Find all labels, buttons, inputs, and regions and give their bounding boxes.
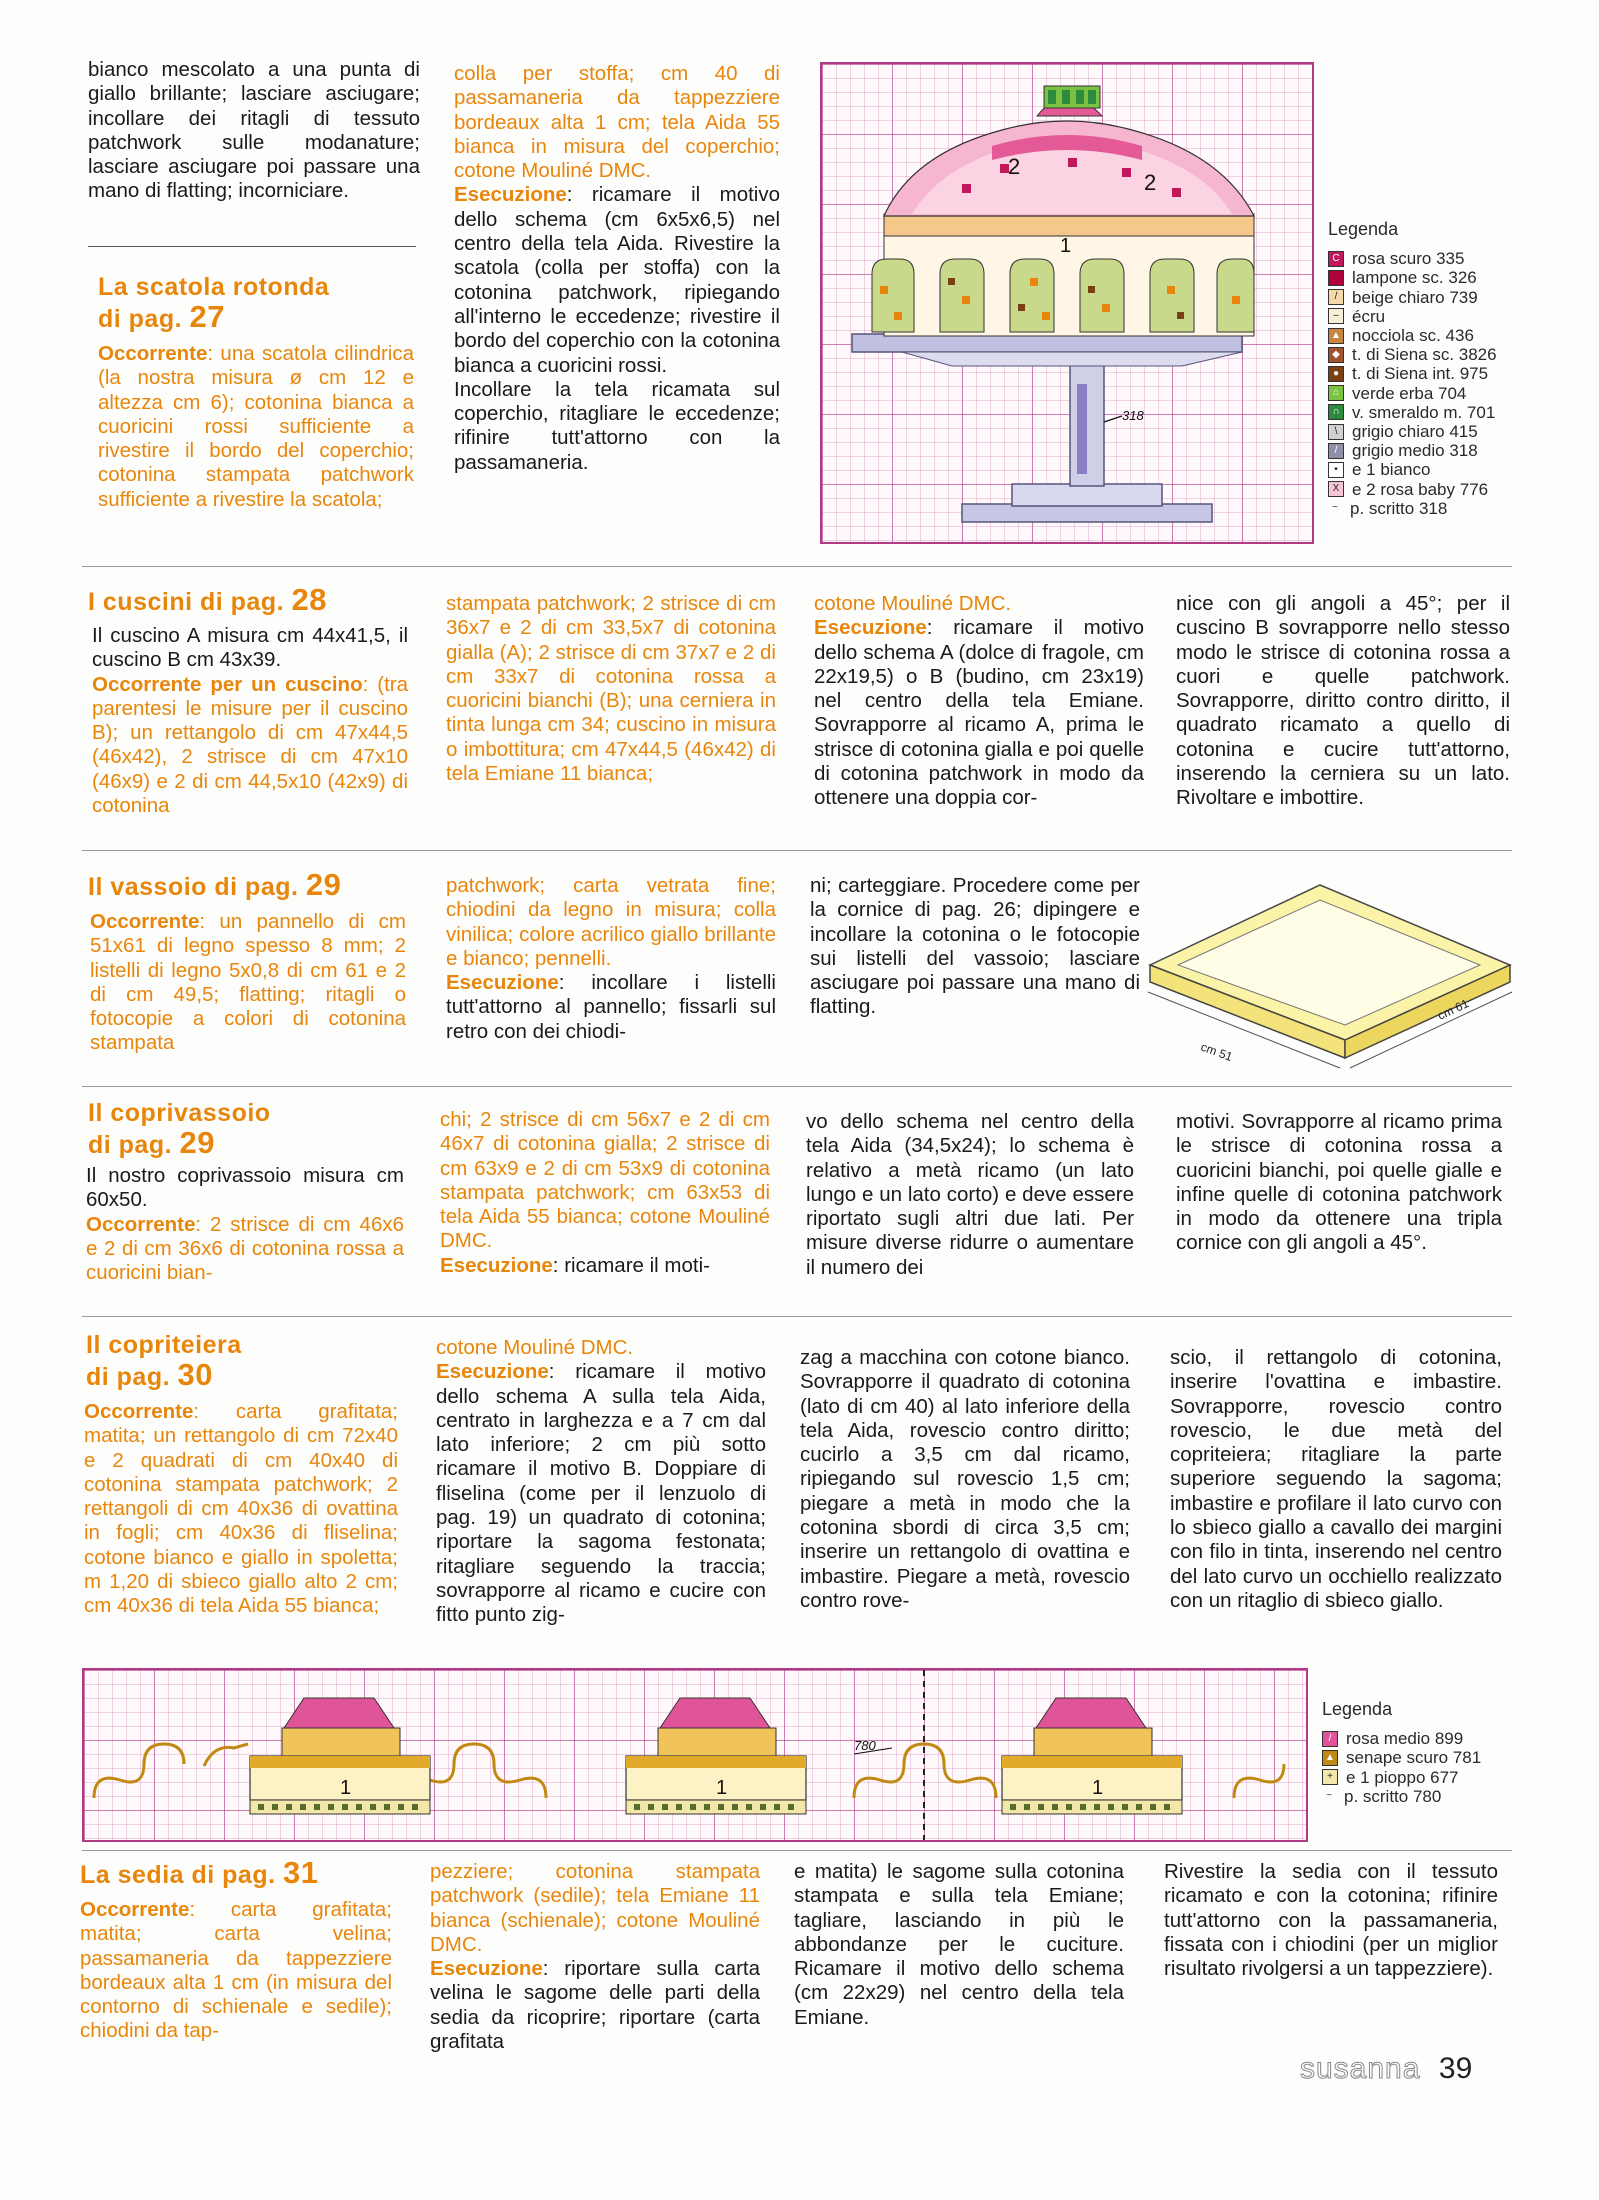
text-column <box>430 1860 760 2054</box>
text-column <box>90 910 406 1056</box>
legend-item <box>1322 1768 1562 1787</box>
text-column <box>1170 1346 1502 1613</box>
paragraph: : ricamare il motivo dello schema A sulla tela Aida, centrato in larghezza e a 7 cm dal lato inferiore; 2 cm più sotto ricamare il motivo B. Doppiare di fliselina (come per il lenzuolo di pag. 19) un quadrato di cotonina; riportare la sagoma festonata; ritagliare seguendo la traccia; sovrapporre al ricamo e cucire con fitto punto zig- <box>436 1360 766 1627</box>
text-column <box>446 592 776 786</box>
legend-item <box>1328 403 1578 422</box>
legend-item <box>1328 364 1578 383</box>
text-column <box>806 1110 1134 1280</box>
color-swatch-icon: ∩ <box>1328 404 1344 420</box>
text-column <box>814 592 1144 811</box>
paragraph: e matita) le sagome sulla cotonina stampata e sulla tela Emiane; tagliare, lasciando in più le abbondanze per le cuciture. Ricamare il motivo dello schema (cm 22x29) nel centro della tela Emiane. <box>794 1860 1124 2029</box>
label: Esecuzione <box>440 1253 553 1277</box>
section-heading <box>86 1330 416 1392</box>
paragraph: : riportare sulla carta velina le sagome delle parti della sedia da ricoprire; riportare (carta grafitata <box>430 1957 760 2054</box>
legend-label: t. di Siena int. 975 <box>1352 364 1489 384</box>
section-divider <box>82 850 1512 851</box>
color-swatch-icon: / <box>1322 1731 1338 1747</box>
page-number: 29 <box>305 867 342 902</box>
paragraph: colla per stoffa; cm 40 di passamaneria da tappezziere bordeaux alta 1 cm; tela Aida 55 bianca in misura del coperchio; cotone Mouliné DMC. <box>454 62 780 183</box>
label: Occorrente <box>86 1212 196 1236</box>
legend-label: verde erba 704 <box>1352 383 1467 403</box>
label: Esecuzione <box>814 616 927 640</box>
legend-label: grigio medio 318 <box>1352 441 1478 461</box>
paragraph: vo dello schema nel centro della tela Aida (34,5x24); lo schema è relativo a metà ricamo (un lato lungo e un lato corto) e deve essere riportato sugli altri due lati. Per misure diverse ridurre o aumentare il numero dei <box>806 1110 1134 1279</box>
color-swatch-icon: C <box>1328 251 1344 267</box>
heading-text: di pag. <box>86 1363 171 1391</box>
legend-label: e 2 rosa baby 776 <box>1352 479 1489 499</box>
paragraph: : ricamare il moti- <box>552 1253 710 1277</box>
paragraph: motivi. Sovrapporre al ricamo prima le strisce di cotonina rossa a cuoricini bianchi, poi quelle gialle e infine quelle di cotonina patchwork in modo da ottenere una tripla cornice con gli angoli a 45°. <box>1176 1110 1502 1255</box>
tray-illustration <box>1140 870 1520 1080</box>
section-divider <box>82 1850 1512 1851</box>
section-heading <box>98 272 418 334</box>
divider <box>88 246 416 247</box>
chart-label: 1 <box>716 1777 728 1799</box>
chart-label: 1 <box>340 1777 352 1799</box>
heading-text: I cuscini di pag. <box>88 588 285 616</box>
chart-label: 2 <box>1008 154 1021 179</box>
paragraph: scio, il rettangolo di cotonina, inserire l'ovattina e imbastire. Sovrapporre, rovescio contro rovescio, le due metà del copriteiera; ritagliare la parte superiore seguendo la sagoma; imbastire e profilare il lato curvo con lo sbieco giallo a cavallo dei margini con filo in tinta, inserendo nel centro del lato curvo un occhiello realizzato con un ritaglio di sbieco giallo. <box>1170 1346 1502 1612</box>
legend-label: senape scuro 781 <box>1346 1748 1482 1768</box>
legend-label: e 1 pioppo 677 <box>1346 1767 1459 1787</box>
legend-label: lampone sc. 326 <box>1352 268 1477 288</box>
paragraph: nice con gli angoli a 45°; per il cuscino B sovrapporre nello stesso modo le strisce di cotonina rossa a cuori e quelle patchwork. Sovrapporre, diritto contro diritto, il quadrato ricamato a quello di cotonina e cucire tutt'attorno, inserendo la cerniera su un lato. Rivoltare e imbottire. <box>1176 592 1510 810</box>
legend-item <box>1328 441 1578 460</box>
text-column <box>446 874 776 1044</box>
text-column <box>84 1400 398 1619</box>
page-number: 39 <box>1438 2052 1473 2085</box>
page-number: 29 <box>179 1125 215 1160</box>
legend-title: Legenda <box>1322 1699 1393 1719</box>
color-swatch-icon: / <box>1328 443 1344 459</box>
text-column <box>88 58 420 204</box>
legend-label: beige chiaro 739 <box>1352 287 1478 307</box>
paragraph: bianco mescolato a una punta di giallo brillante; lasciare asciugare; incollare dei ritagli di tessuto patchwork sulle modanature; lasciare asciugare poi passare una mano di flatting; incorniciare. <box>88 58 420 203</box>
legend-item <box>1322 1787 1562 1806</box>
color-swatch-icon: – <box>1328 308 1344 324</box>
page-number: 28 <box>291 582 327 617</box>
paragraph: pezziere; cotonina stampata patchwork (sedile); tela Emiane 11 bianca (schienale); cotone Mouliné DMC. <box>430 1860 760 1956</box>
color-swatch-icon: ~ <box>1326 1790 1332 1802</box>
label: Esecuzione <box>430 1957 543 1981</box>
text-column <box>810 874 1140 1020</box>
legend-item <box>1328 422 1578 441</box>
label: Occorrente <box>98 342 208 365</box>
text-column <box>436 1336 766 1628</box>
paragraph: Rivestire la sedia con il tessuto ricamato e con la cotonina; rifinire tutt'attorno con la passamaneria, fissata con i chiodini (per un miglior risultato rivolgersi a un tappezziere). <box>1164 1860 1498 1981</box>
paragraph: : ricamare il motivo dello schema (cm 6x5x6,5) nel centro della tela Aida. Rivestire la scatola (colla per stoffa) con la cotonina patchwork, ripiegando all'interno le eccedenze; rivestire il bordo del coperchio con la cotonina bianca a cuoricini rossi. <box>454 183 780 377</box>
text-column <box>86 1164 404 1285</box>
text-column <box>92 624 408 818</box>
text-column <box>1176 1110 1502 1256</box>
label: Occorrente per un cuscino <box>92 672 363 696</box>
legend-title: Legenda <box>1328 219 1399 239</box>
page-number: 30 <box>177 1357 213 1392</box>
legend <box>1322 1700 1562 1806</box>
text-column <box>98 342 414 512</box>
color-swatch-icon: / <box>1328 289 1344 305</box>
page-number: 31 <box>283 1855 319 1890</box>
legend-label: p. scritto 780 <box>1344 1786 1442 1806</box>
paragraph: patchwork; carta vetrata fine; chiodini da legno in misura; colla vinilica; colore acrilico giallo brillante e bianco; pennelli. <box>446 874 776 970</box>
legend-label: rosa medio 899 <box>1346 1729 1464 1749</box>
color-swatch-icon: ● <box>1328 366 1344 382</box>
dimension-label: cm 61 <box>1435 996 1471 1023</box>
text-column <box>440 1108 770 1278</box>
color-swatch-icon: ▲ <box>1328 328 1344 344</box>
legend-item <box>1322 1748 1562 1767</box>
paragraph: : ricamare il motivo dello schema A (dolce di fragole, cm 22x19,5) o B (budino, cm 23x19) nel centro della tela Emiane. Sovrapporre al ricamo A, prima le strisce di cotonina gialla e poi quelle di cotonina patchwork in modo da ottenere una doppia cor- <box>814 616 1144 810</box>
paragraph: : una scatola cilindrica (la nostra misura ø cm 12 e altezza cm 6); cotonina bianca a cuoricini rossi sufficiente a rivestire il bordo del coperchio; cotonina stampata patchwork sufficiente a rivestire la scatola; <box>98 342 414 511</box>
color-swatch-icon: X <box>1328 481 1344 497</box>
paragraph: : (tra parentesi le misure per il cuscino B); un rettangolo di cm 47x44,5 (46x42), 2 strisce di cm 47x10 (46x9) e 2 di cm 44,5x10 (42x9) di cotonina <box>92 672 408 818</box>
heading-text: La scatola rotonda <box>98 273 330 301</box>
chart-label: 1 <box>1092 1777 1104 1799</box>
paragraph: : un pannello di cm 51x61 di legno spesso 8 mm; 2 listelli di legno 5x0,8 di cm 61 e 2 di cm 49,5; flatting; ritagli o fotocopie a colori di cotonina stampata <box>90 910 406 1055</box>
label: Occorrente <box>84 1400 194 1423</box>
heading-text: di pag. <box>98 305 183 333</box>
paragraph: stampata patchwork; 2 strisce di cm 36x7 e 2 di cm 33,5x7 di cotonina gialla (A); 2 strisce di cm 37x7 e 2 di cm 33x7 di cotonina rossa a cuoricini bianchi (B); una cerniera in tinta lunga cm 34; cuscino in misura o imbottitura; cm 47x44,5 (46x42) di tela Emiane 11 bianca; <box>446 592 776 786</box>
paragraph: Il cuscino A misura cm 44x41,5, il cuscino B cm 43x39. <box>92 624 408 672</box>
page-number: 27 <box>189 299 225 334</box>
section-divider <box>82 1086 1512 1087</box>
legend-item <box>1328 480 1578 499</box>
legend-label: écru <box>1352 306 1386 326</box>
legend-item <box>1328 326 1578 345</box>
paragraph: chi; 2 strisce di cm 56x7 e 2 di cm 46x7 di cotonina gialla; 2 strisce di cm 63x9 e 2 di cm 53x9 di cotonina stampata patchwork; cm 63x53 di tela Aida 55 bianca; cotone Mouliné DMC. <box>440 1108 770 1253</box>
color-swatch-icon: ~ <box>1332 502 1338 514</box>
legend-item <box>1328 460 1578 479</box>
legend-item <box>1328 345 1578 364</box>
color-swatch-icon: ⌂ <box>1328 385 1344 401</box>
paragraph: : incollare i listelli tutt'attorno al pannello; fissarli sul retro con dei chiodi- <box>446 971 776 1043</box>
magazine-brand: susanna <box>1300 2052 1421 2085</box>
legend-label: e 1 bianco <box>1352 460 1431 480</box>
legend-label: grigio chiaro 415 <box>1352 422 1478 442</box>
label: Occorrente <box>90 910 200 933</box>
legend-item <box>1328 499 1578 518</box>
legend-item <box>1328 288 1578 307</box>
section-heading <box>80 1855 410 1890</box>
cross-stitch-chart <box>82 1668 1308 1842</box>
chart-label: 780 <box>854 1738 876 1753</box>
legend-item <box>1328 268 1578 287</box>
heading-text: La sedia di pag. <box>80 1861 276 1889</box>
color-swatch-icon: • <box>1328 462 1344 478</box>
label: Esecuzione <box>436 1360 549 1384</box>
text-column <box>800 1346 1130 1613</box>
paragraph: cotone Mouliné DMC. <box>814 592 1012 615</box>
legend-label: v. smeraldo m. 701 <box>1352 402 1496 422</box>
color-swatch-icon: + <box>1322 1769 1338 1785</box>
label: Occorrente <box>80 1898 190 1921</box>
cake-border-motif <box>84 1670 1306 1840</box>
chart-label: 318 <box>1122 408 1144 423</box>
legend-item <box>1322 1729 1562 1748</box>
paragraph: zag a macchina con cotone bianco. Sovrapporre il quadrato di cotonina (lato di cm 40) al lato inferiore della tela Aida, rovescio contro diritto; cucirlo a 3,5 cm dal ricamo, ripiegando sul rovescio 1,5 cm; piegare a metà in modo che la cotonina sbordi di circa 3,5 cm; inserire un rettangolo di ovattina e imbastire. Piegare a metà, rovescio contro rove- <box>800 1346 1130 1612</box>
legend-item <box>1328 307 1578 326</box>
label: Esecuzione <box>454 183 567 207</box>
text-column <box>454 62 780 475</box>
chart-label: 1 <box>1060 235 1072 257</box>
section-divider <box>82 566 1512 567</box>
legend <box>1328 220 1578 518</box>
cross-stitch-chart <box>820 62 1314 544</box>
color-swatch-icon: ◆ <box>1328 347 1344 363</box>
page-footer <box>1300 2052 1472 2086</box>
cake-stand-motif <box>822 64 1312 542</box>
text-column <box>794 1860 1124 2030</box>
paragraph: cotone Mouliné DMC. <box>436 1336 634 1359</box>
text-column <box>1176 592 1510 811</box>
paragraph: : 2 strisce di cm 46x6 e 2 di cm 36x6 di cotonina rossa a cuoricini bian- <box>86 1212 404 1285</box>
color-swatch-icon: ▲ <box>1322 1750 1338 1766</box>
section-heading <box>88 1098 418 1160</box>
heading-text: di pag. <box>88 1131 173 1159</box>
section-heading <box>88 582 418 617</box>
paragraph: Il nostro coprivassoio misura cm 60x50. <box>86 1164 404 1212</box>
legend-item <box>1328 384 1578 403</box>
section-divider <box>82 1316 1512 1317</box>
legend-label: rosa scuro 335 <box>1352 249 1465 269</box>
text-column <box>80 1898 392 2044</box>
legend-item <box>1328 249 1578 268</box>
dimension-label: cm 51 <box>1198 1039 1235 1064</box>
paragraph: ni; carteggiare. Procedere come per la cornice di pag. 26; dipingere e incollare la cotonina o le fotocopie sui listelli del vassoio; lasciare asciugare poi passare una mano di flatting. <box>810 874 1140 1019</box>
legend-label: p. scritto 318 <box>1350 498 1448 518</box>
legend-label: t. di Siena sc. 3826 <box>1352 345 1497 365</box>
color-swatch-icon <box>1328 270 1344 286</box>
paragraph: : carta grafitata; matita; carta velina; passamaneria da tappezziere bordeaux alta 1 cm (in misura del contorno di schienale e sedile); chiodini da tap- <box>80 1898 392 2043</box>
paragraph: : carta grafitata; matita; un rettangolo di cm 72x40 e 2 quadrati di cm 40x40 di cotonina stampata patchwork; 2 rettangoli di cm 40x36 di ovattina in fogli; cm 40x36 di fliselina; cotone bianco e giallo in spoletta; m 1,20 di sbieco giallo alto 2 cm; cm 40x36 di tela Aida 55 bianca; <box>84 1400 398 1618</box>
heading-text: Il vassoio di pag. <box>88 873 299 901</box>
chart-label: 2 <box>1144 170 1157 195</box>
section-heading <box>88 867 418 902</box>
color-swatch-icon: \ <box>1328 424 1344 440</box>
paragraph: Incollare la tela ricamata sul coperchio, ritagliare le eccedenze; rifinire tutt'attorno con la passamaneria. <box>454 377 780 474</box>
heading-text: Il copriteiera <box>86 1331 242 1359</box>
label: Esecuzione <box>446 971 559 995</box>
heading-text: Il coprivassoio <box>88 1099 271 1127</box>
legend-label: nocciola sc. 436 <box>1352 326 1474 346</box>
text-column <box>1164 1860 1498 1981</box>
